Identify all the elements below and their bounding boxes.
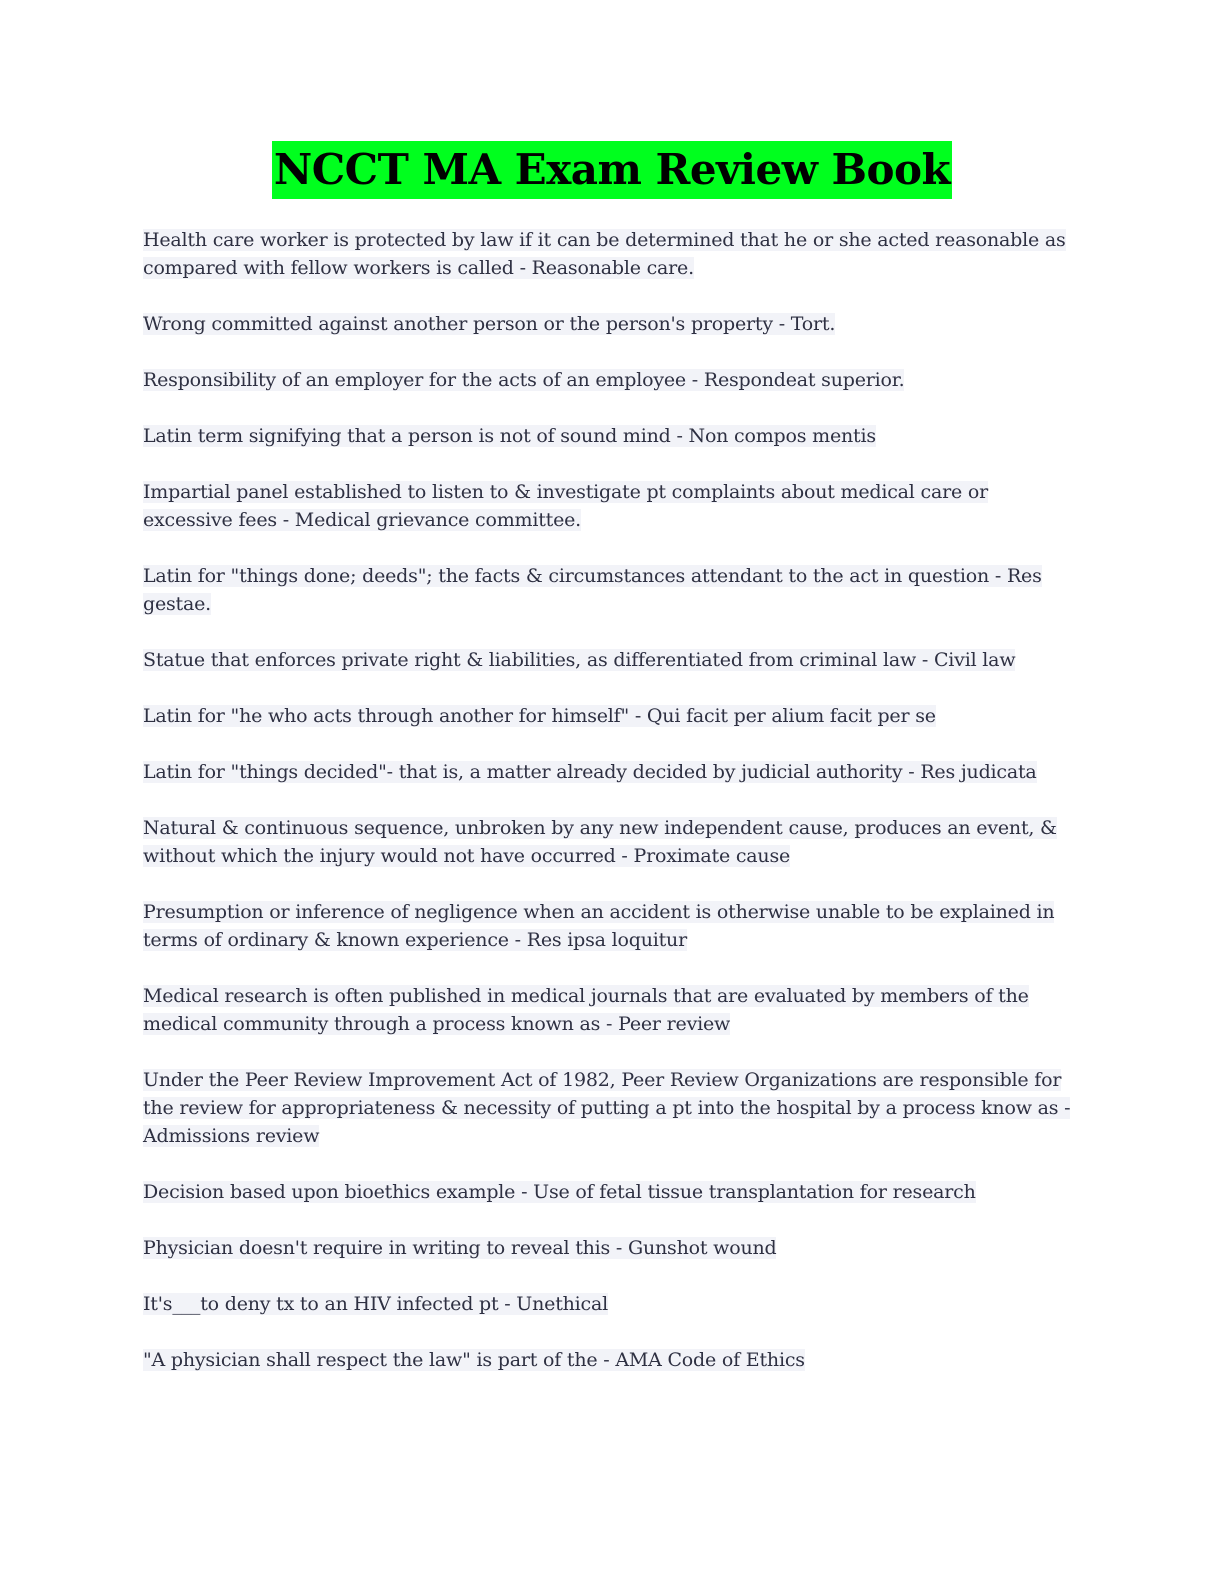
review-item [143, 562, 1083, 618]
review-item [143, 982, 1083, 1038]
review-item-text: Responsibility of an employer for the acts of an employee - Respondeat superior. [143, 369, 905, 391]
review-item-text: Presumption or inference of negligence when an accident is otherwise unable to be explained in terms of ordinary & known experience - Res ipsa loquitur [143, 901, 1055, 951]
review-item [143, 226, 1083, 282]
review-item-text: Impartial panel established to listen to & investigate pt complaints about medical care or excessive fees - Medical grievance committee. [143, 481, 988, 531]
review-item [143, 1066, 1083, 1150]
review-item [143, 1346, 1083, 1374]
review-item [143, 1234, 1083, 1262]
review-items [143, 226, 1083, 1402]
review-item [143, 478, 1083, 534]
review-item-text: Medical research is often published in medical journals that are evaluated by members of the medical community through a process known as - Peer review [143, 985, 1029, 1035]
review-item-text: Latin for "he who acts through another for himself" - Qui facit per alium facit per se [143, 705, 936, 727]
review-item-text: Physician doesn't require in writing to reveal this - Gunshot wound [143, 1237, 777, 1259]
review-item [143, 702, 1083, 730]
review-item-text: Latin term signifying that a person is not of sound mind - Non compos mentis [143, 425, 876, 447]
review-item [143, 646, 1083, 674]
review-item [143, 422, 1083, 450]
review-item-text: It's___to deny tx to an HIV infected pt - Unethical [143, 1293, 608, 1315]
review-item-text: Statue that enforces private right & liabilities, as differentiated from criminal law - Civil law [143, 649, 1016, 671]
review-item-text: Decision based upon bioethics example - Use of fetal tissue transplantation for research [143, 1181, 976, 1203]
review-item-text: Wrong committed against another person or the person's property - Tort. [143, 313, 836, 335]
page-title: NCCT MA Exam Review Book [272, 141, 952, 199]
review-item [143, 758, 1083, 786]
review-item [143, 1178, 1083, 1206]
review-item [143, 898, 1083, 954]
review-item-text: Natural & continuous sequence, unbroken by any new independent cause, produces an event, & without which the injury would not have occurred - Proximate cause [143, 817, 1057, 867]
review-item [143, 310, 1083, 338]
review-item-text: Health care worker is protected by law if it can be determined that he or she acted reasonable as compared with fellow workers is called - Reasonable care. [143, 229, 1066, 279]
title-container [0, 141, 1224, 199]
review-item [143, 1290, 1083, 1318]
review-item [143, 814, 1083, 870]
review-item [143, 366, 1083, 394]
review-item-text: Latin for "things decided"- that is, a matter already decided by judicial authority - Res judicata [143, 761, 1037, 783]
review-item-text: Under the Peer Review Improvement Act of 1982, Peer Review Organizations are responsible for the review for appropriateness & necessity of putting a pt into the hospital by a process know as - Admissions review [143, 1069, 1071, 1147]
review-item-text: Latin for "things done; deeds"; the facts & circumstances attendant to the act in question - Res gestae. [143, 565, 1042, 615]
review-item-text: "A physician shall respect the law" is part of the - AMA Code of Ethics [143, 1349, 805, 1371]
